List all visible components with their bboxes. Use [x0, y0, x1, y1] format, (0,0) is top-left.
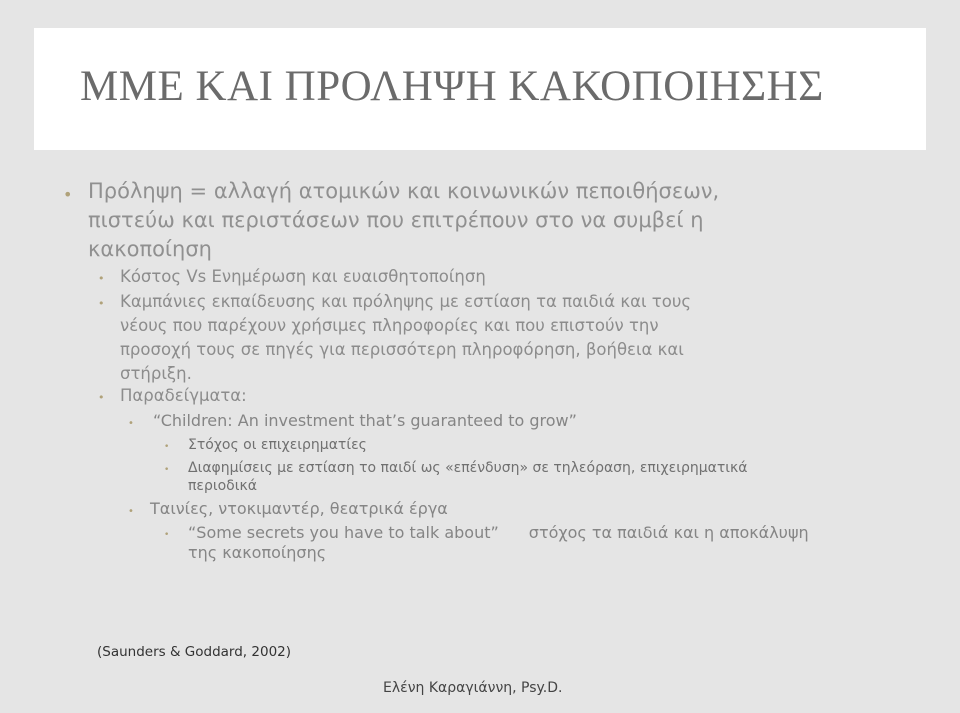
bullet-cost: Κόστος Vs Ενημέρωση και ευαισθητοποίηση [120, 267, 486, 286]
bullet-campaigns-line1: Καμπάνιες εκπαίδευσης και πρόληψης με εστίαση τα παιδιά και τους [120, 292, 692, 311]
bullet-examples: Παραδείγματα: [120, 386, 247, 405]
bullet-marker: • [63, 185, 73, 204]
bullet-marker: • [128, 506, 134, 517]
bullet-children-slogan: “Children: An investment that’s guaranteed to grow” [153, 411, 577, 430]
bullet-secrets-line2: της κακοποίησης [188, 543, 327, 562]
bullet-ads-line1: Διαφημίσεις με εστίαση το παιδί ως «επένδυση» σε τηλεόραση, επιχειρηματικά [188, 460, 748, 476]
bullet-films: Ταινίες, ντοκιμαντέρ, θεατρικά έργα [150, 499, 448, 518]
citation: (Saunders & Goddard, 2002) [97, 644, 292, 660]
footer-author: Ελένη Καραγιάννη, Psy.D. [383, 680, 563, 696]
slide-title: ΜΜΕ ΚΑΙ ΠΡΟΛΗΨΗ ΚΑΚΟΠΟΙΗΣΗΣ [80, 63, 824, 110]
secrets-target: στόχος τα παιδιά και η αποκάλυψη [528, 523, 809, 542]
bullet-prevention-line3: κακοποίηση [88, 237, 212, 261]
bullet-campaigns-line4: στήριξη. [120, 364, 192, 383]
bullet-marker: • [164, 465, 170, 475]
bullet-prevention-line2: πιστεύω και περιστάσεων που επιτρέπουν στο να συμβεί η [88, 208, 704, 232]
bullet-target-business: Στόχος οι επιχειρηματίες [188, 437, 367, 453]
secrets-quote: “Some secrets you have to talk about” [188, 523, 499, 542]
bullet-marker: • [128, 418, 134, 429]
bullet-campaigns-line2: νέους που παρέχουν χρήσιμες πληροφορίες και που επιστούν την [120, 316, 659, 335]
bullet-marker: • [98, 391, 105, 404]
bullet-campaigns-line3: προσοχή τους σε πηγές για περισσότερη πληροφόρηση, βοήθεια και [120, 340, 684, 359]
bullet-ads-line2: περιοδικά [188, 478, 257, 494]
bullet-prevention-line1: Πρόληψη = αλλαγή ατομικών και κοινωνικών πεποιθήσεων, [88, 179, 720, 203]
bullet-marker: • [98, 297, 105, 310]
bullet-marker: • [98, 272, 105, 285]
bullet-marker: • [164, 442, 170, 452]
bullet-secrets-line1 [188, 522, 809, 544]
bullet-marker: • [164, 530, 170, 540]
